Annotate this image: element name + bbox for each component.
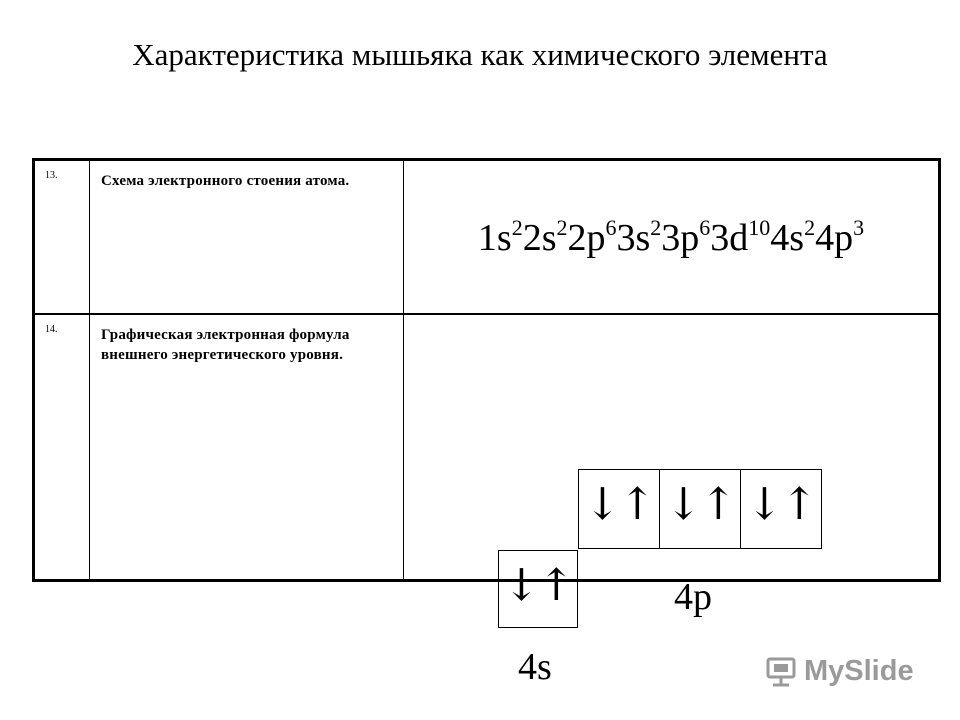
myslide-logo-icon: [766, 656, 800, 688]
row-label: Графическая электронная формула внешнего энергетического уровня.: [90, 314, 404, 581]
electron-configuration-formula: [404, 216, 938, 260]
watermark-text: MySlide: [804, 655, 914, 687]
orbital-4s-box: ↓↑: [498, 550, 578, 628]
table-row: [34, 160, 940, 315]
config-term-3s: $3s^2$: [616, 215, 662, 259]
config-term-3d: $3d^{10}$: [710, 215, 771, 259]
sublevel-label-4s: 4s: [518, 646, 552, 688]
row-number: 14.: [34, 314, 90, 581]
sublevel-label-4p: 4p: [674, 576, 712, 618]
config-term-4p: $4p^3$: [815, 215, 865, 259]
config-term-4s: $4s^2$: [770, 215, 816, 259]
orbital-4p-box-2: ↓↑: [659, 469, 741, 549]
row-number: 13.: [34, 160, 90, 315]
orbital-4p-box-3: ↓↑: [740, 469, 822, 549]
myslide-watermark: [766, 655, 914, 688]
config-term-2s: $2s^2$: [522, 215, 568, 259]
config-term-2p: $2p^6$: [567, 215, 617, 259]
config-term-3p: $3p^6$: [661, 215, 711, 259]
config-term-1s: $1s^2$: [477, 215, 523, 259]
electron-configuration-cell: [404, 160, 940, 315]
orbital-4p-box-1: ↓↑: [578, 469, 660, 549]
slide-title: Характеристика мышьяка как химического элемента: [132, 37, 828, 72]
row-label: Схема электронного стоения атома.: [90, 160, 404, 315]
table-row: [34, 314, 940, 581]
